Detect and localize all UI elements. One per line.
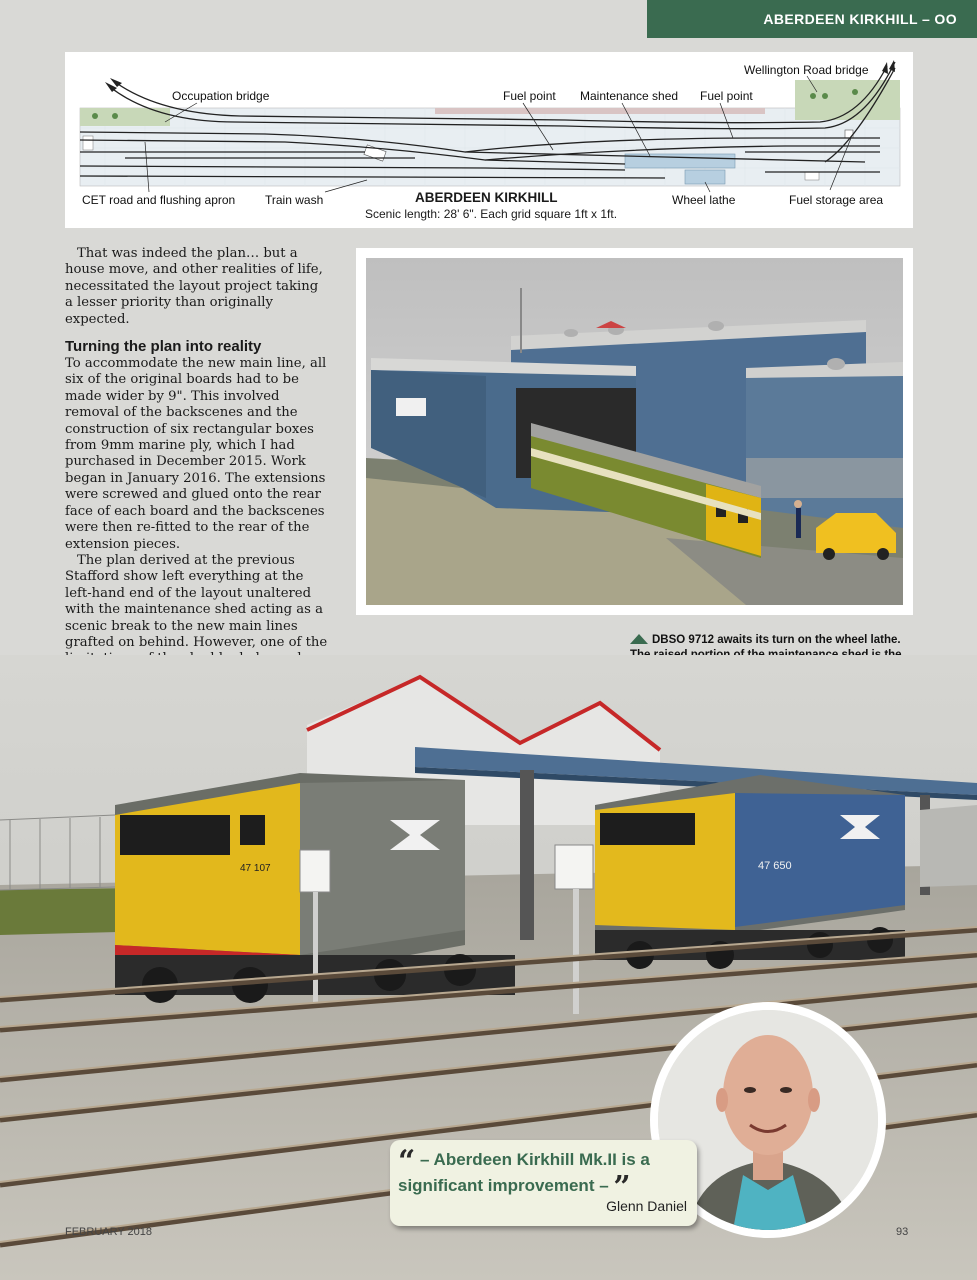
label-wheel-lathe: Wheel lathe [672, 193, 736, 207]
quote-body [398, 1144, 688, 1205]
caption-text: DBSO 9712 awaits its turn on the wheel lathe. [652, 634, 901, 646]
article-column [65, 246, 330, 701]
label-fuel-storage: Fuel storage area [789, 193, 884, 207]
plan-subtitle: Scenic length: 28' 6". Each grid square 1ft x 1ft. [365, 207, 618, 221]
paragraph-2: To accommodate the new main line, all six of the original boards had to be made wider by 9". This involved removal of the backscenes and the construction of six rectangular boxes from 9mm marine ply, which I had purchased in December 2015. Work began in January 2016. The extensions were screwed and glued onto the rear face of each board and the backscenes were then re-fitted to the rear of the extension pieces. [65, 356, 327, 552]
loco2-number: 47 650 [758, 860, 792, 872]
shed-photo [366, 258, 903, 605]
section-header [647, 0, 977, 38]
track-plan [65, 52, 913, 228]
label-wellington-road-bridge: Wellington Road bridge [744, 63, 869, 77]
page-number: 93 [896, 1226, 909, 1238]
paragraph-1: That was indeed the plan… but a house move, and other realities of life, necessitated the layout project taking a lesser priority than originally expected. [65, 246, 323, 327]
caption-triangle-icon [630, 634, 648, 644]
quote-open-mark: “ [398, 1144, 416, 1179]
section-title: ABERDEEN KIRKHILL – OO [763, 11, 957, 27]
shed-photo-frame [356, 248, 913, 615]
plan-title: ABERDEEN KIRKHILL [415, 190, 558, 205]
pull-quote [390, 1140, 697, 1226]
label-cet-road: CET road and flushing apron [82, 193, 236, 207]
section-heading: Turning the plan into reality [65, 338, 262, 356]
quote-attribution: Glenn Daniel [606, 1198, 687, 1214]
label-fuel-point-2: Fuel point [700, 89, 753, 103]
loco1-number: 47 107 [240, 863, 271, 874]
label-fuel-point-1: Fuel point [503, 89, 556, 103]
shed-photo-illustration [366, 258, 903, 605]
footer-date: FEBRUARY 2018 [65, 1226, 153, 1238]
label-occupation-bridge: Occupation bridge [172, 89, 270, 103]
paragraph-3: The plan derived at the previous Stafford show left everything at the left-hand end of the layout unaltered with the maintenance shed acting as a scenic break to the new main lines grafted on behind. However, one of the [65, 552, 328, 650]
label-train-wash: Train wash [265, 193, 324, 207]
quote-close-mark: ” [613, 1170, 631, 1205]
label-maintenance-shed: Maintenance shed [580, 89, 679, 103]
quote-text: – Aberdeen Kirkhill Mk.II is a significant improvement – [398, 1150, 650, 1195]
